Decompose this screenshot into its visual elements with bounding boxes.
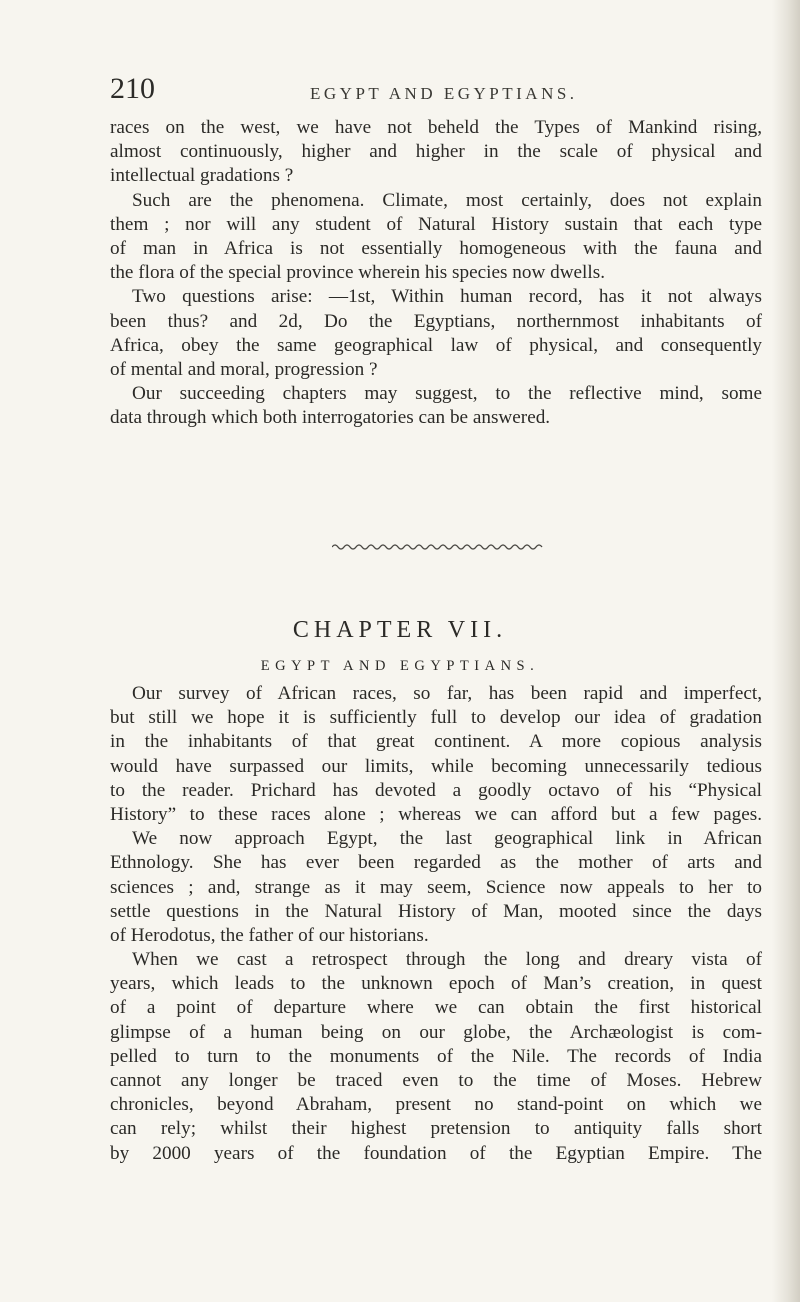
text-line: years, which leads to the unknown epoch of Man’s creation, in quest [110,973,762,995]
chapter-subtitle: EGYPT AND EGYPTIANS. [260,658,540,674]
text-line: glimpse of a human being on our globe, the Archæologist is com- [110,1021,762,1043]
text-line: data through which both interrogatories can be answered. [110,407,551,429]
page-number: 210 [110,72,155,105]
text-line: by 2000 years of the foundation of the Egyptian Empire. The [110,1142,762,1164]
text-line: Such are the phenomena. Climate, most certainly, does not explain [132,189,762,211]
text-line: been thus? and 2d, Do the Egyptians, northernmost inhabitants of [110,310,762,332]
text-line: History” to these races alone ; whereas we can afford but a few pages. [110,803,762,825]
text-line: but still we hope it is sufficiently full to develop our idea of gradation [110,707,762,729]
page-edge-shadow [772,0,800,1302]
text-line: races on the west, we have not beheld the Types of Mankind rising, [110,117,762,138]
text-line: of Herodotus, the father of our historians. [110,924,429,946]
text-line: of man in Africa is not essentially homogeneous with the fauna and [110,237,762,259]
text-line: Our succeeding chapters may suggest, to the reflective mind, some [132,383,762,405]
chapter-title: CHAPTER VII. [292,617,508,643]
text-line: the flora of the special province wherein his species now dwells. [110,262,605,284]
text-line: can rely; whilst their highest pretension to antiquity falls short [110,1118,762,1140]
text-line: in the inhabitants of that great continent. A more copious analysis [110,731,762,753]
text-block-chapter-body [110,682,762,1166]
text-line: to the reader. Prichard has devoted a goodly octavo of his “Physical [110,779,762,801]
text-line: of mental and moral, progression ? [110,358,378,380]
text-line: them ; nor will any student of Natural History sustain that each type [110,213,762,235]
text-line: Our survey of African races, so far, has been rapid and imperfect, [132,683,762,704]
text-line: pelled to turn to the monuments of the Nile. The records of India [110,1045,762,1067]
text-line: Africa, obey the same geographical law of physical, and consequently [110,334,762,356]
text-line: Ethnology. She has ever been regarded as the mother of arts and [110,852,762,874]
text-line: almost continuously, higher and higher in the scale of physical and [110,141,762,163]
text-line: We now approach Egypt, the last geographical link in African [132,828,762,850]
text-line: When we cast a retrospect through the long and dreary vista of [132,949,762,971]
text-line: chronicles, beyond Abraham, present no stand-point on which we [110,1094,762,1116]
text-line: sciences ; and, strange as it may seem, Science now appeals to her to [110,876,762,898]
text-line: Two questions arise: —1st, Within human record, has it not always [132,286,762,308]
text-block-before-chapter [110,116,762,430]
text-line: settle questions in the Natural History of Man, mooted since the days [110,900,762,922]
wavy-rule-ornament [332,542,544,552]
text-line: of a point of departure where we can obtain the first historical [110,997,762,1019]
running-head: EGYPT AND EGYPTIANS. [310,84,578,103]
page-header [110,72,760,112]
text-line: would have surpassed our limits, while becoming unnecessarily tedious [110,755,762,777]
text-line: intellectual gradations ? [110,165,294,187]
text-line: cannot any longer be traced even to the time of Moses. Hebrew [110,1070,762,1091]
